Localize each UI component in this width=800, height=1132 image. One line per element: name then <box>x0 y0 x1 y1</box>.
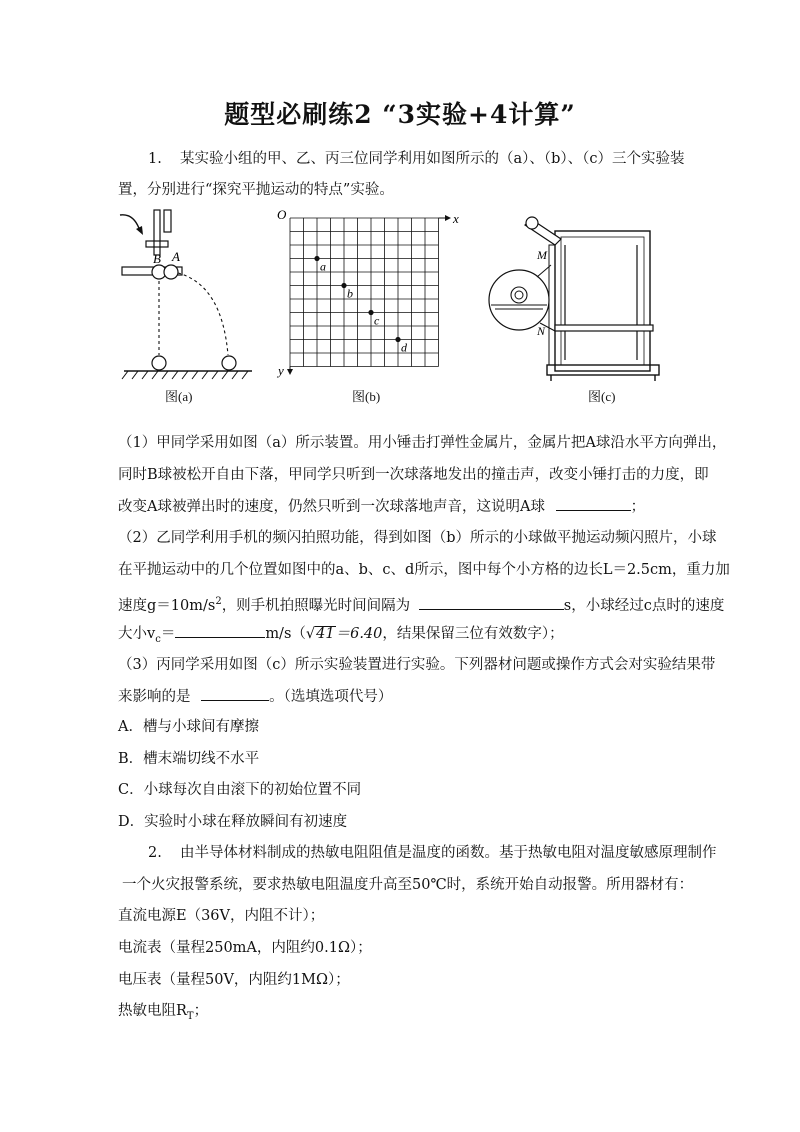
page-title: 题型必刷练2 “3实验+4计算” <box>224 100 576 129</box>
trajectory-point-label-a: a <box>320 259 326 274</box>
q1-p2-line1: （2）乙同学利用手机的频闪拍照功能，得到如图（b）所示的小球做平抛运动频闪照片，小球 <box>118 530 717 546</box>
caption-c: 图(c) <box>588 389 616 404</box>
origin-label: O <box>277 207 287 222</box>
q1-number: 1. <box>148 151 162 167</box>
trajectory-point-d <box>395 337 400 342</box>
q2-item-1: 直流电源E（36V，内阻不计）； <box>118 908 325 924</box>
q1-p2-line4: 大小$v_c= m/s(√41=6.40$，结果保留三位有效数字）； <box>118 623 564 650</box>
q1-p3-line1: （3）丙同学采用如图（c）所示实验装置进行实验。下列器材问题或操作方式会对实验结果带 <box>118 657 716 673</box>
q1-p3-line2: 来影响的是 。（选填选项代号） <box>118 686 392 707</box>
q1-p2-line2: 在平抛运动中的几个位置如图中的a、b、c、d所示，图中每个小方格的边长L＝2.5cm，重力加 <box>118 562 730 578</box>
x-axis-label: x <box>453 211 459 226</box>
q1-intro-line2: 置，分别进行“探究平抛运动的特点”实验。 <box>118 182 394 198</box>
option-c: C．小球每次自由滚下的初始位置不同 <box>118 782 362 798</box>
q2-item-2: 电流表（量程250mA，内阻约0.1Ω）； <box>118 940 372 956</box>
answer-blank-4[interactable] <box>201 686 269 701</box>
trajectory-point-label-b: b <box>347 286 353 301</box>
figure-b <box>275 205 465 385</box>
option-a: A．槽与小球间有摩擦 <box>118 719 259 735</box>
detail-inset <box>489 270 549 330</box>
option-b: B．槽末端切线不水平 <box>118 751 260 767</box>
q1-p1-line3: 改变A球被弹出时的速度，仍然只听到一次球落地声音，这说明A球 ； <box>118 496 645 517</box>
trajectory-point-c <box>368 310 373 315</box>
trajectory-point-b <box>341 283 346 288</box>
q2-number: 2. <box>148 845 162 861</box>
y-axis-label: y <box>278 363 284 378</box>
label-m: M <box>537 248 547 262</box>
trajectory-point-a <box>314 256 319 261</box>
q2-item-3: 电压表（量程50V，内阻约1MΩ）； <box>118 972 350 988</box>
answer-blank-1[interactable] <box>556 496 631 511</box>
answer-blank-3[interactable] <box>175 623 265 638</box>
caption-b: 图(b) <box>352 389 381 404</box>
q1-p1-line2: 同时B球被松开自由下落，甲同学只听到一次球落地发出的撞击声，改变小锤打击的力度，即 <box>118 467 709 483</box>
figure-a <box>112 205 257 385</box>
q2-item-4: 热敏电阻$R_T$； <box>118 1003 209 1022</box>
label-n: N <box>537 324 546 338</box>
ball-a <box>164 265 178 279</box>
q2-line2: 一个火灾报警系统，要求热敏电阻温度升高至50℃时，系统开始自动报警。所用器材有： <box>122 877 694 893</box>
q1-p1-line1: （1）甲同学采用如图（a）所示装置。用小锤击打弹性金属片，金属片把A球沿水平方向弹出， <box>118 435 727 451</box>
answer-blank-2[interactable] <box>419 595 564 610</box>
label-a: A <box>172 249 180 264</box>
q1-p2-line3: 速度$g=10m/s^2$，则手机拍照曝光时间间隔为 s，小球经过c点时的速度 <box>118 596 725 614</box>
option-d: D．实验时小球在释放瞬间有初速度 <box>118 814 348 830</box>
q2-line1: 由半导体材料制成的热敏电阻阻值是温度的函数。基于热敏电阻对温度敏感原理制作 <box>180 845 717 861</box>
figure-c <box>485 205 670 390</box>
trajectory-point-label-d: d <box>401 340 407 355</box>
caption-a: 图(a) <box>165 389 193 404</box>
label-b: B <box>153 251 161 266</box>
trajectory-point-label-c: c <box>374 313 380 328</box>
q1-intro-line1: 某实验小组的甲、乙、丙三位同学利用如图所示的（a）、（b）、（c）三个实验装 <box>180 151 685 167</box>
